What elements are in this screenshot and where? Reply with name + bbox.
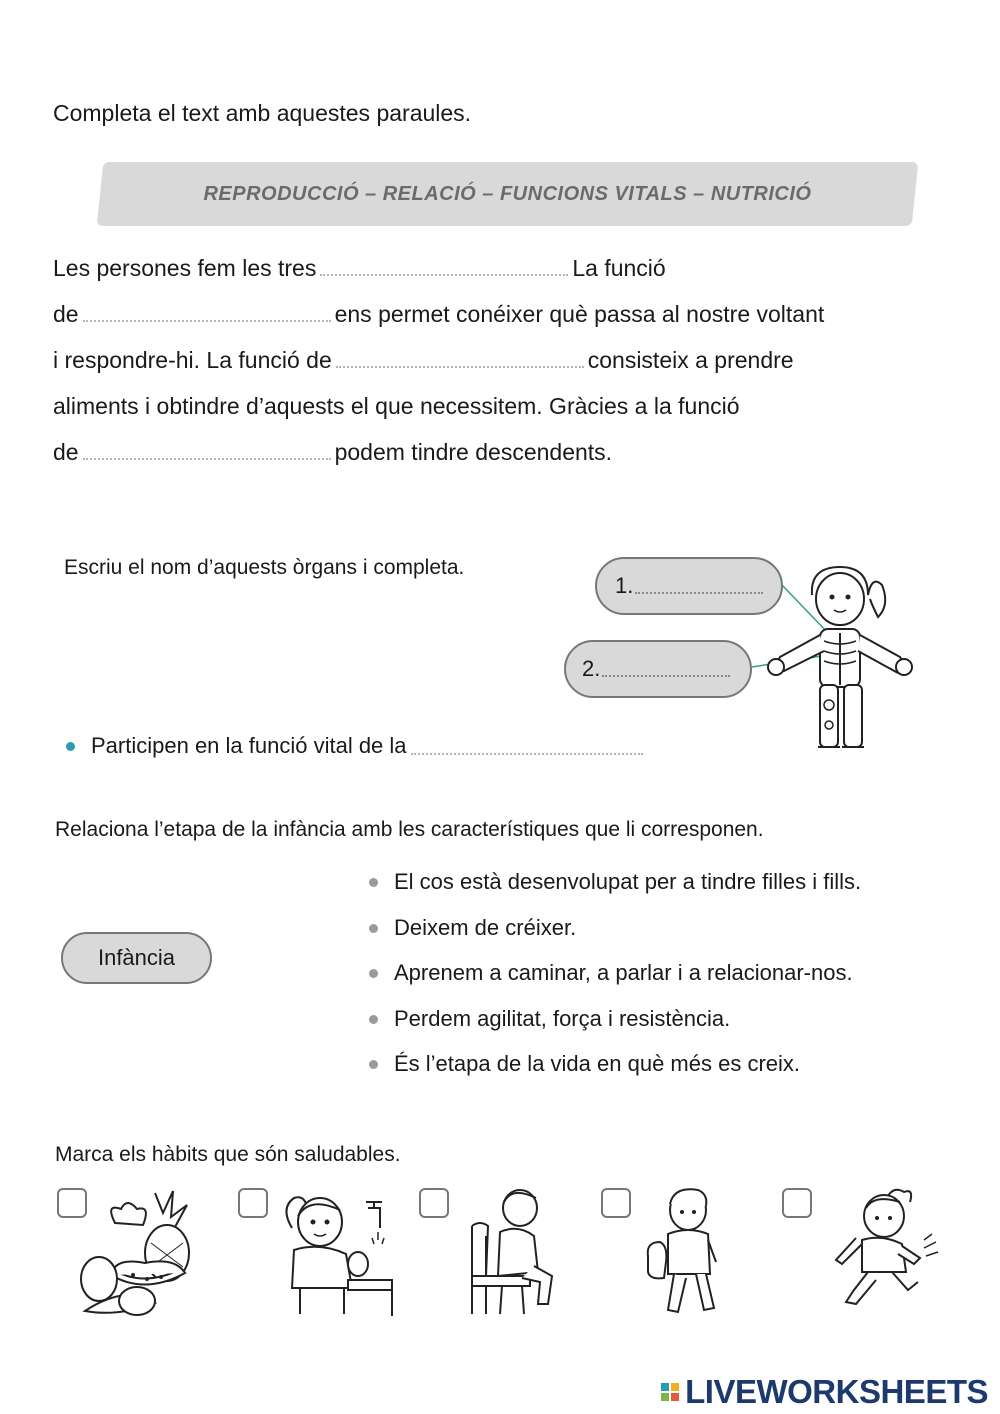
line3-before: i respondre-hi. La funció de: [53, 347, 332, 373]
characteristic-item[interactable]: [369, 915, 576, 941]
fruit-vegetables-icon: [75, 1183, 200, 1318]
child-backpack-icon: [638, 1186, 738, 1318]
habit-checkbox-3[interactable]: [419, 1188, 449, 1218]
characteristic-item[interactable]: [369, 960, 853, 986]
exercise3-instruction: Relaciona l’etapa de la infància amb les característiques que li corresponen.: [55, 818, 764, 841]
bullet-dot-icon: [66, 742, 75, 751]
characteristic-item[interactable]: [369, 1006, 730, 1032]
line5-before: de: [53, 439, 79, 465]
exercise4-instruction: Marca els hàbits que són saludables.: [55, 1143, 401, 1166]
line1-after: La funció: [572, 255, 666, 281]
organ-function-blank[interactable]: [411, 737, 643, 755]
line3-after: consisteix a prendre: [587, 347, 794, 373]
stage-infancia[interactable]: Infància: [61, 932, 212, 984]
child-anatomy-illustration: [740, 555, 930, 760]
characteristic-text: Perdem agilitat, força i resistència.: [394, 1006, 731, 1031]
logo-text: LIVEWORKSHEETS: [685, 1373, 988, 1410]
characteristic-item[interactable]: [369, 1051, 800, 1077]
washing-hands-icon: [270, 1188, 395, 1318]
fill-text-line-5: [53, 429, 612, 475]
habit-checkbox-5[interactable]: [782, 1188, 812, 1218]
organ-blank-2[interactable]: [602, 661, 730, 677]
organ-function-bullet: [66, 733, 647, 759]
line1-before: Les persones fem les tres: [53, 255, 317, 281]
bullet-dot-icon: [369, 1015, 378, 1024]
fill-text-line-2: [53, 291, 824, 337]
bullet-dot-icon: [369, 1060, 378, 1069]
characteristic-text: El cos està desenvolupat per a tindre filles i fills.: [394, 869, 862, 894]
bullet-dot-icon: [369, 878, 378, 887]
characteristic-text: És l’etapa de la vida en què més es creix.: [394, 1051, 801, 1076]
bullet-dot-icon: [369, 924, 378, 933]
characteristic-text: Deixem de créixer.: [394, 915, 577, 940]
characteristic-text: Aprenem a caminar, a parlar i a relacionar-nos.: [394, 960, 853, 985]
blank-3[interactable]: [336, 346, 584, 368]
running-girl-icon: [832, 1186, 942, 1316]
liveworksheets-mark-icon: [661, 1383, 679, 1401]
organ-function-text: Participen en la funció vital de la: [91, 733, 407, 758]
word-bank: REPRODUCCIÓ – RELACIÓ – FUNCIONS VITALS – NUTRICIÓ: [203, 182, 812, 205]
organ-label-1-number: 1.: [615, 573, 634, 598]
blank-1[interactable]: [320, 254, 568, 276]
exercise1-instruction: Completa el text amb aquestes paraules.: [53, 100, 472, 126]
fill-text-line-3: [53, 337, 794, 383]
fill-text-line-4: aliments i obtindre d’aquests el que necessitem. Gràcies a la funció: [53, 393, 740, 419]
line2-before: de: [53, 301, 79, 327]
fill-text-line-1: [53, 245, 666, 291]
organ-label-2-number: 2.: [582, 656, 601, 681]
bullet-dot-icon: [369, 969, 378, 978]
liveworksheets-logo: [661, 1373, 988, 1411]
blank-2[interactable]: [83, 300, 331, 322]
line5-after: podem tindre descendents.: [334, 439, 613, 465]
habit-checkbox-4[interactable]: [601, 1188, 631, 1218]
exercise2-instruction: Escriu el nom d’aquests òrgans i completa.: [64, 556, 465, 579]
blank-4[interactable]: [83, 438, 331, 460]
characteristic-item[interactable]: [369, 869, 861, 895]
line2-after: ens permet conéixer què passa al nostre voltant: [334, 301, 825, 327]
organ-label-2[interactable]: [564, 640, 752, 698]
habit-checkbox-2[interactable]: [238, 1188, 268, 1218]
sitting-child-icon: [462, 1186, 562, 1316]
